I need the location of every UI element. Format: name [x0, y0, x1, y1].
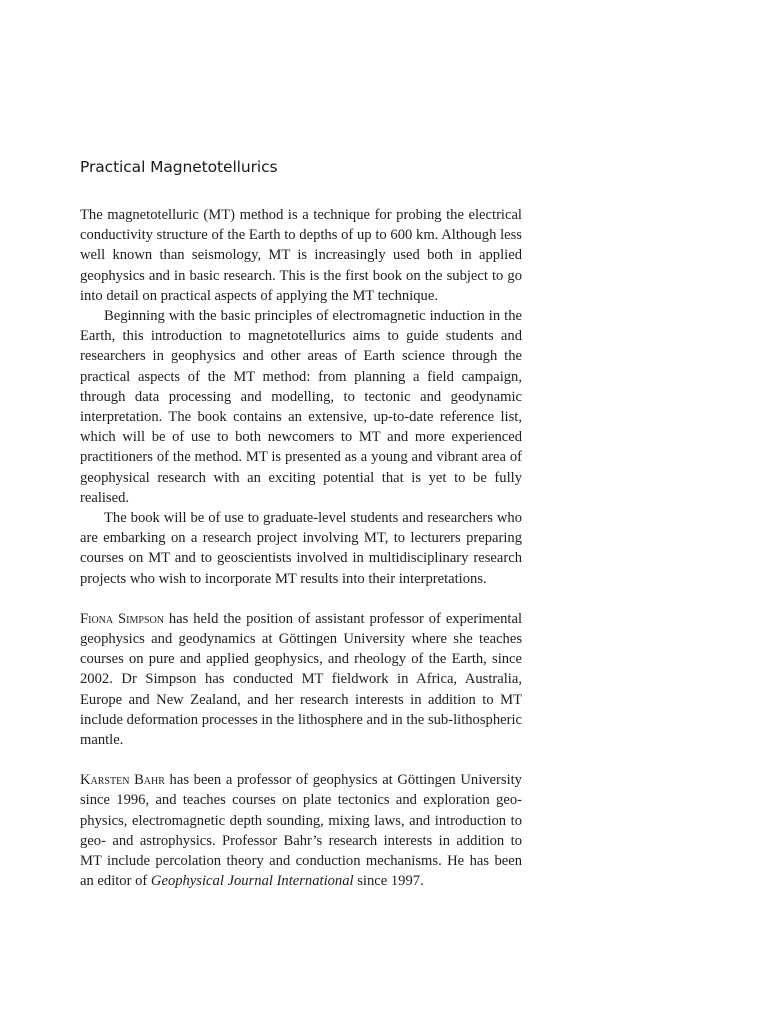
author-bio-text-bahr-end: since 1997. [353, 873, 424, 890]
author-bio-simpson [80, 609, 522, 750]
author-bio-bahr [80, 770, 522, 891]
journal-title: Geophysical Journal International [150, 873, 354, 890]
description-paragraph-2: Beginning with the basic principles of electromagnetic induction in the Earth, this introduction to magnetotellurics aims to guide students and researchers in geophysics and other areas of Earth science through the practical aspects of the MT method: from planning a field campaign, through data processing and modelling, to tectonic and geodynamic interpretation. The book contains an extensive, up-to-date reference list, which will be of use to both newcomers to MT and more experienced practitioners of the method. MT is presented as a young and vibrant area of geophysical research with an exciting potential that is yet to be fully realised. [80, 308, 522, 506]
description-paragraph-1: The magnetotelluric (MT) method is a technique for probing the electrical conductivity structure of the Earth to depths of up to 600 km. Although less well known than seismology, MT is increasingly used both in applied geophysics and in basic research. This is the first book on the subject to go into detail on practical aspects of applying the MT technique. [80, 207, 522, 304]
back-cover-text [80, 155, 522, 892]
author-bio-text-simpson: has held the position of assistant professor of experimental geophysics and geodynamics at Göttingen University where she teaches courses on pure and applied geophysics, and rheology of the Earth, since 2002. Dr Simpson has conducted MT fieldwork in Africa, Australia, Europe and New Zealand, and her research interests in addition to MT include deformation processes in the lithosphere and in the sub-lithospheric mantle. [80, 610, 522, 749]
author-bio-text-bahr: has been a professor of geophysics at Göttingen University since 1996, and teaches courses on plate tectonics and exploration geophysics, electromagnetic depth sounding, mixing laws, and introduction to geo- and astrophysics. Professor Bahr’s research interests in addition to MT include percolation theory and conduction mechanisms. He has been an editor of [80, 772, 522, 890]
description-paragraph-3: The book will be of use to graduate-level students and researchers who are embarking on a research project involving MT, to lecturers preparing courses on MT and to geoscientists involved in multidisciplinary research projects who wish to incorporate MT results into their interpretations. [80, 510, 522, 587]
author-name-bahr: Karsten Bahr [80, 772, 165, 789]
book-title: Practical Magnetotellurics [80, 158, 278, 176]
author-name-simpson: Fiona Simpson [80, 610, 164, 627]
